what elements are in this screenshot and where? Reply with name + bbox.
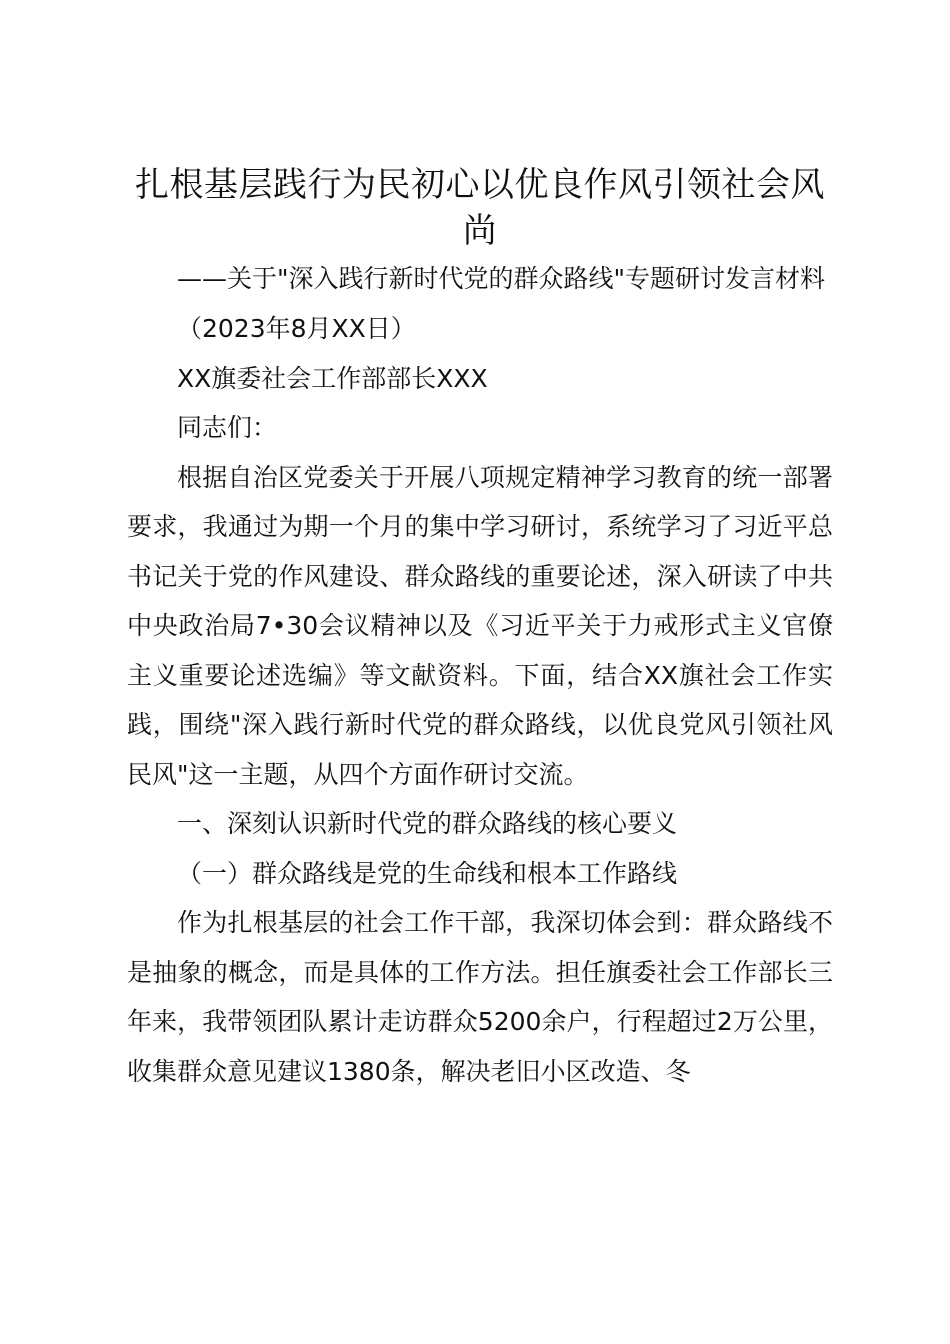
intro-paragraph: 根据自治区党委关于开展八项规定精神学习教育的统一部署要求，我通过为期一个月的集中学习研讨，系统学习了习近平总书记关于党的作风建设、群众路线的重要论述，深入研读了中共中央政治局7•30会议精神以及《习近平关于力戒形式主义官僚主义重要论述选编》等文献资料。下面，结合XX旗社会工作实践，围绕"深入践行新时代党的群众路线，以优良党风引领社风民风"这一主题，从四个方面作研讨交流。 [127,462,833,789]
salutation: 同志们： [177,413,278,442]
section-heading: 一、深刻认识新时代党的群众路线的核心要义 [177,809,678,838]
document-title: 扎根基层践行为民初心以优良作风引领社会风尚 [135,165,825,251]
body-paragraph: 作为扎根基层的社会工作干部，我深切体会到：群众路线不是抽象的概念，而是具体的工作方法。担任旗委社会工作部长三年来，我带领团队累计走访群众5200余户，行程超过2万公里，收集群众意见建议1380条，解决老旧小区改造、冬 [127,908,833,1086]
document-date: （2023年8月XX日） [177,314,416,343]
subsection-heading: （一）群众路线是党的生命线和根本工作路线 [177,858,678,888]
document-author: XX旗委社会工作部部长XXX [177,363,488,393]
document-subtitle: ——关于"深入践行新时代党的群众路线"专题研讨发言材料 [177,264,826,293]
document-page [127,162,833,1096]
